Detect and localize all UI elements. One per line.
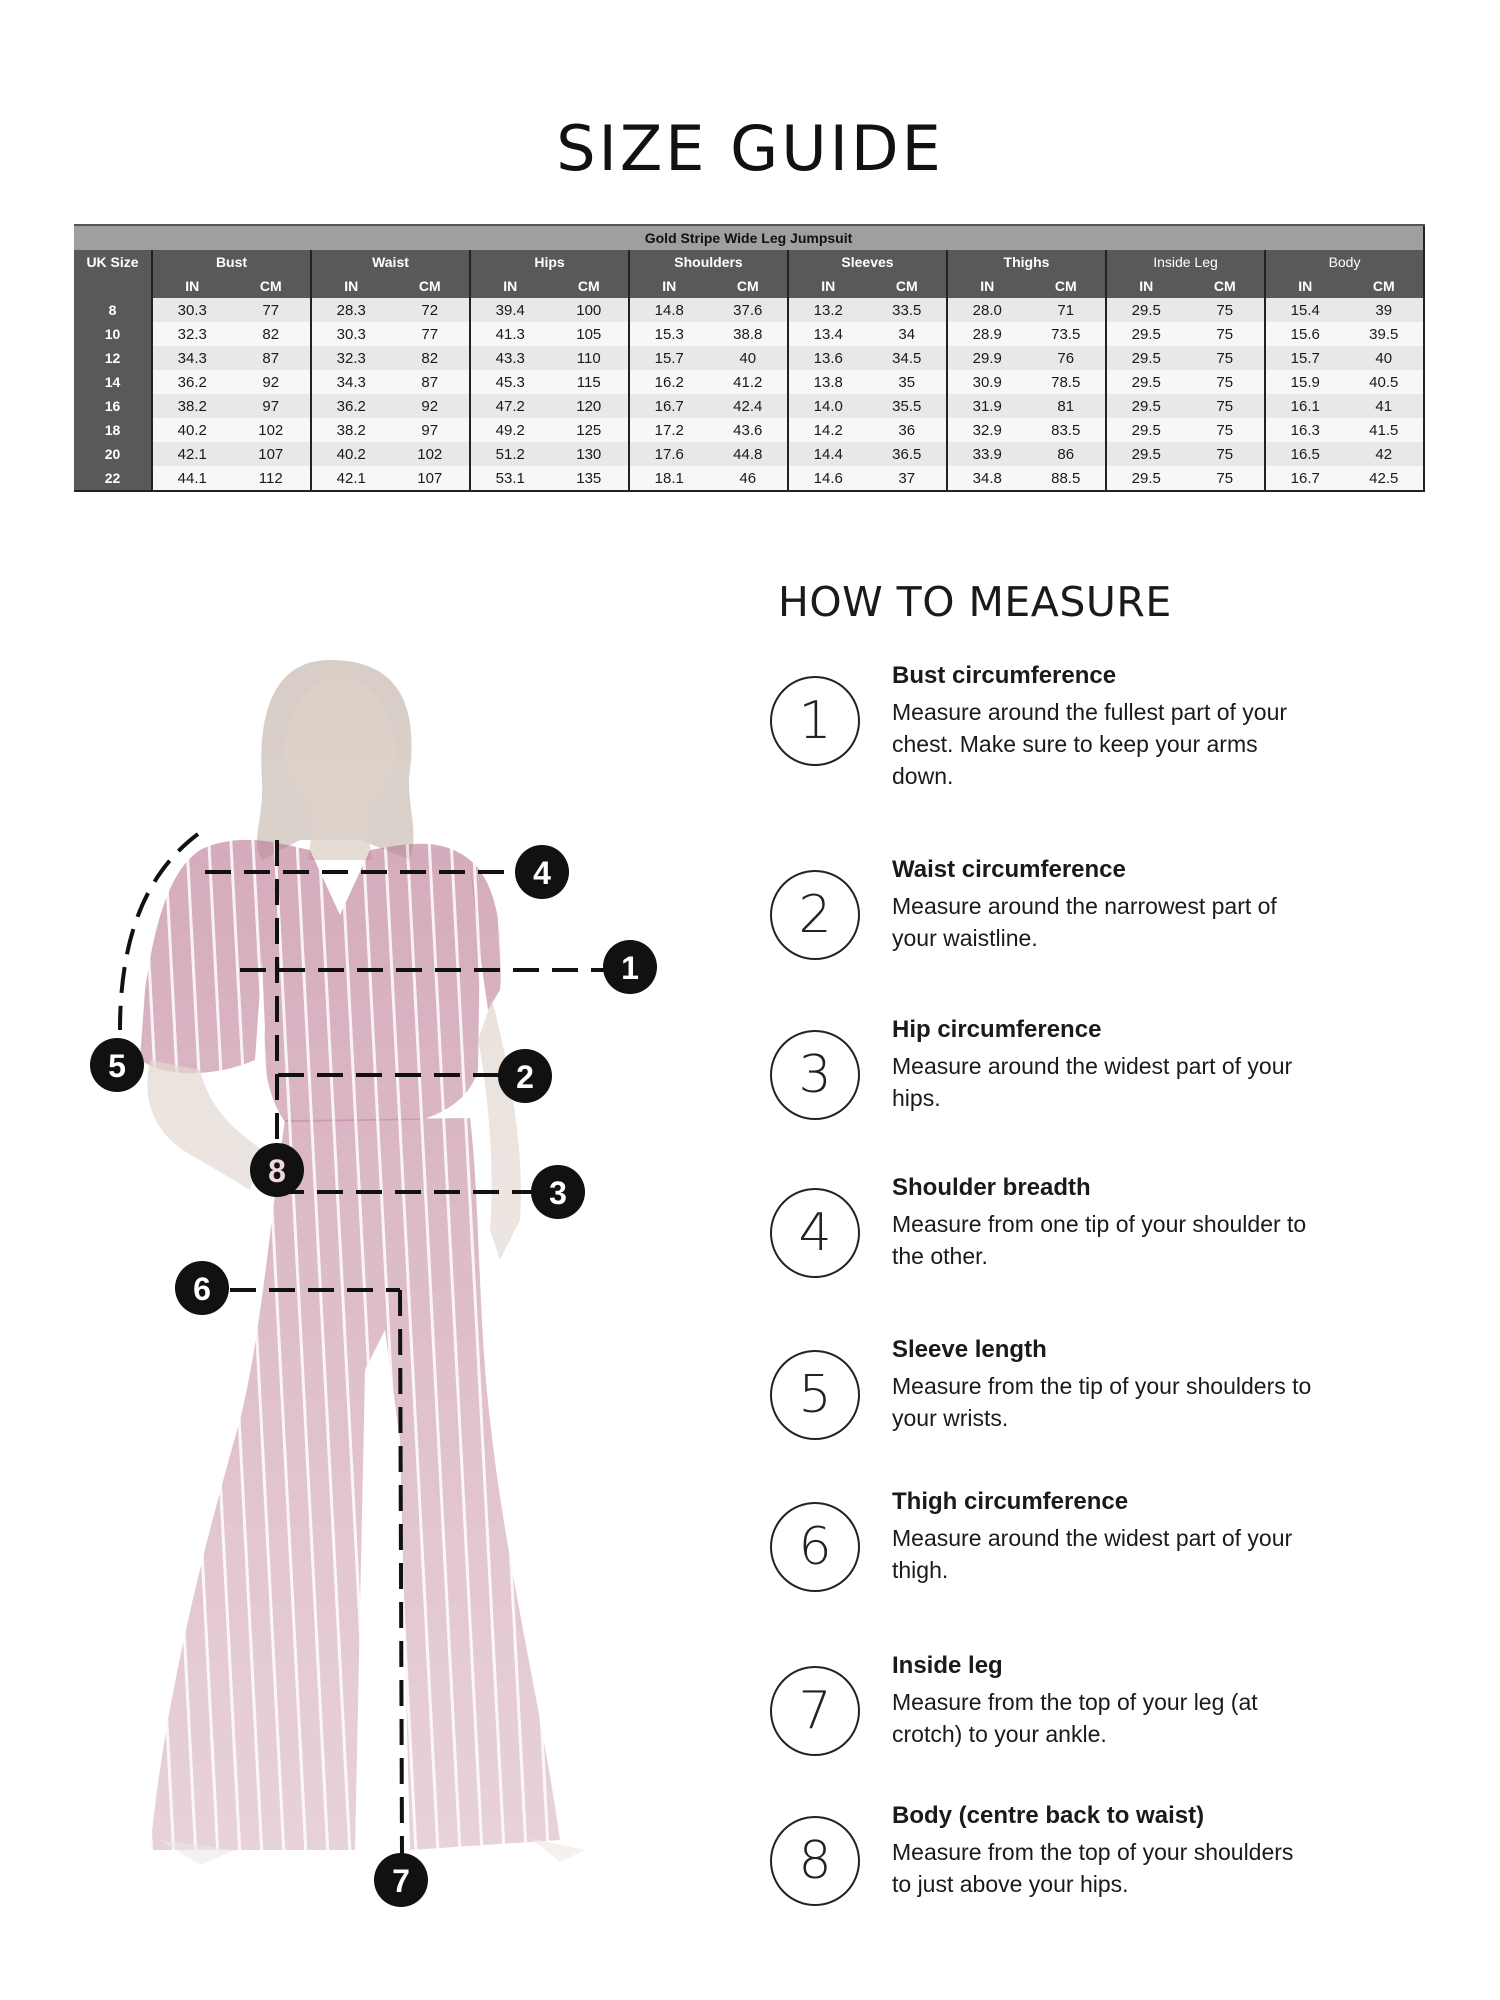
group-header-row (74, 250, 1424, 274)
value-cm-cell: 72 (391, 298, 471, 322)
size-cell: 16 (74, 394, 152, 418)
model-figure (0, 640, 760, 1960)
value-cm-cell: 75 (1186, 370, 1266, 394)
group-header: Inside Leg (1106, 250, 1265, 274)
step-waist (770, 856, 1470, 976)
value-in-cell: 38.2 (311, 418, 391, 442)
value-cm-cell: 115 (550, 370, 630, 394)
step-number-circle: 8 (770, 1816, 860, 1906)
value-cm-cell: 75 (1186, 394, 1266, 418)
table-row (74, 370, 1424, 394)
group-header: Thighs (947, 250, 1106, 274)
value-cm-cell: 37.6 (709, 298, 789, 322)
step-description: Measure around the widest part of your thigh. (892, 1525, 1293, 1583)
value-in-cell: 49.2 (470, 418, 550, 442)
value-in-cell: 15.3 (629, 322, 709, 346)
marker-4 (515, 845, 569, 899)
step-description: Measure around the fullest part of your chest. Make sure to keep your arms down. (892, 699, 1288, 789)
page-title: SIZE GUIDE (556, 112, 944, 185)
table-row (74, 394, 1424, 418)
value-cm-cell: 75 (1186, 466, 1266, 491)
value-in-cell: 29.5 (1106, 466, 1186, 491)
unit-cm: CM (550, 274, 630, 298)
value-in-cell: 28.0 (947, 298, 1027, 322)
group-header: Waist (311, 250, 470, 274)
value-in-cell: 38.2 (152, 394, 232, 418)
value-in-cell: 31.9 (947, 394, 1027, 418)
value-in-cell: 30.3 (311, 322, 391, 346)
marker-2 (498, 1049, 552, 1103)
group-header: Shoulders (629, 250, 788, 274)
value-in-cell: 29.5 (1106, 346, 1186, 370)
value-cm-cell: 125 (550, 418, 630, 442)
value-cm-cell: 97 (232, 394, 312, 418)
value-in-cell: 43.3 (470, 346, 550, 370)
value-in-cell: 18.1 (629, 466, 709, 491)
value-in-cell: 36.2 (152, 370, 232, 394)
group-header: Sleeves (788, 250, 947, 274)
value-in-cell: 17.6 (629, 442, 709, 466)
marker-6 (175, 1261, 229, 1315)
step-description: Measure from the tip of your shoulders to your wrists. (892, 1373, 1312, 1431)
unit-cm: CM (391, 274, 471, 298)
value-cm-cell: 102 (232, 418, 312, 442)
marker-label: 1 (621, 950, 639, 986)
value-cm-cell: 120 (550, 394, 630, 418)
value-in-cell: 36.2 (311, 394, 391, 418)
value-cm-cell: 107 (391, 466, 471, 491)
inside-leg-line (400, 1290, 402, 1855)
value-in-cell: 41.3 (470, 322, 550, 346)
marker-7 (374, 1853, 428, 1907)
value-cm-cell: 40 (709, 346, 789, 370)
marker-label: 4 (533, 855, 551, 891)
step-inside-leg (770, 1652, 1470, 1772)
value-in-cell: 39.4 (470, 298, 550, 322)
value-in-cell: 13.6 (788, 346, 868, 370)
step-heading: Shoulder breadth (892, 1174, 1091, 1201)
size-cell: 8 (74, 298, 152, 322)
value-in-cell: 16.2 (629, 370, 709, 394)
table-row (74, 418, 1424, 442)
step-heading: Inside leg (892, 1652, 1003, 1679)
value-cm-cell: 77 (391, 322, 471, 346)
value-cm-cell: 82 (232, 322, 312, 346)
value-cm-cell: 36 (868, 418, 948, 442)
marker-label: 7 (392, 1863, 410, 1899)
table-row (74, 442, 1424, 466)
marker-5 (90, 1038, 144, 1092)
step-number-circle: 5 (770, 1350, 860, 1440)
table-row (74, 322, 1424, 346)
value-in-cell: 13.2 (788, 298, 868, 322)
step-heading: Bust circumference (892, 662, 1117, 689)
step-heading: Hip circumference (892, 1016, 1102, 1043)
step-description: Measure from the top of your leg (at crotch) to your ankle. (892, 1689, 1258, 1747)
value-in-cell: 51.2 (470, 442, 550, 466)
value-in-cell: 14.8 (629, 298, 709, 322)
unit-in: IN (1106, 274, 1186, 298)
unit-cm: CM (709, 274, 789, 298)
value-cm-cell: 42.4 (709, 394, 789, 418)
value-cm-cell: 110 (550, 346, 630, 370)
step-number-circle: 6 (770, 1502, 860, 1592)
table-row (74, 466, 1424, 491)
value-cm-cell: 34 (868, 322, 948, 346)
size-cell: 14 (74, 370, 152, 394)
value-in-cell: 29.5 (1106, 418, 1186, 442)
marker-label: 5 (108, 1048, 126, 1084)
step-thigh (770, 1488, 1470, 1608)
size-cell: 20 (74, 442, 152, 466)
value-cm-cell: 71 (1027, 298, 1107, 322)
value-in-cell: 17.2 (629, 418, 709, 442)
value-cm-cell: 36.5 (868, 442, 948, 466)
value-in-cell: 29.5 (1106, 442, 1186, 466)
marker-label: 2 (516, 1059, 534, 1095)
step-body (770, 1802, 1470, 1922)
value-cm-cell: 40 (1345, 346, 1425, 370)
step-hips (770, 1016, 1470, 1136)
value-in-cell: 16.3 (1265, 418, 1345, 442)
value-cm-cell: 97 (391, 418, 471, 442)
table-row (74, 298, 1424, 322)
unit-in: IN (470, 274, 550, 298)
value-cm-cell: 87 (391, 370, 471, 394)
step-number-circle: 7 (770, 1666, 860, 1756)
step-bust (770, 662, 1470, 789)
step-shoulder (770, 1174, 1470, 1294)
value-cm-cell: 42.5 (1345, 466, 1425, 491)
value-cm-cell: 92 (232, 370, 312, 394)
value-cm-cell: 38.8 (709, 322, 789, 346)
value-cm-cell: 81 (1027, 394, 1107, 418)
value-cm-cell: 112 (232, 466, 312, 491)
value-in-cell: 42.1 (152, 442, 232, 466)
step-description: Measure from the top of your shoulders to just above your hips. (892, 1839, 1294, 1897)
value-in-cell: 29.9 (947, 346, 1027, 370)
value-in-cell: 29.5 (1106, 298, 1186, 322)
unit-in: IN (947, 274, 1027, 298)
unit-cm: CM (1186, 274, 1266, 298)
value-cm-cell: 86 (1027, 442, 1107, 466)
value-cm-cell: 43.6 (709, 418, 789, 442)
marker-8 (250, 1143, 304, 1197)
step-description: Measure around the widest part of your hips. (892, 1053, 1293, 1111)
value-in-cell: 29.5 (1106, 322, 1186, 346)
value-in-cell: 34.8 (947, 466, 1027, 491)
value-in-cell: 34.3 (152, 346, 232, 370)
step-sleeve (770, 1336, 1470, 1456)
unit-in: IN (152, 274, 232, 298)
value-in-cell: 29.5 (1106, 394, 1186, 418)
value-in-cell: 30.9 (947, 370, 1027, 394)
unit-in: IN (788, 274, 868, 298)
marker-3 (531, 1165, 585, 1219)
marker-1 (603, 940, 657, 994)
value-cm-cell: 107 (232, 442, 312, 466)
step-heading: Waist circumference (892, 856, 1126, 883)
value-cm-cell: 83.5 (1027, 418, 1107, 442)
value-in-cell: 29.5 (1106, 370, 1186, 394)
step-number-circle: 3 (770, 1030, 860, 1120)
value-cm-cell: 78.5 (1027, 370, 1107, 394)
value-cm-cell: 82 (391, 346, 471, 370)
value-in-cell: 15.7 (629, 346, 709, 370)
value-cm-cell: 42 (1345, 442, 1425, 466)
value-cm-cell: 77 (232, 298, 312, 322)
step-description: Measure around the narrowest part of your waistline. (892, 893, 1277, 951)
value-in-cell: 53.1 (470, 466, 550, 491)
table-row (74, 346, 1424, 370)
value-in-cell: 13.8 (788, 370, 868, 394)
size-cell: 12 (74, 346, 152, 370)
value-cm-cell: 100 (550, 298, 630, 322)
value-cm-cell: 75 (1186, 322, 1266, 346)
unit-cm: CM (868, 274, 948, 298)
value-in-cell: 16.7 (629, 394, 709, 418)
value-cm-cell: 40.5 (1345, 370, 1425, 394)
value-in-cell: 15.7 (1265, 346, 1345, 370)
value-cm-cell: 33.5 (868, 298, 948, 322)
step-number-circle: 2 (770, 870, 860, 960)
marker-label: 6 (193, 1271, 211, 1307)
unit-header-row (74, 274, 1424, 298)
value-cm-cell: 87 (232, 346, 312, 370)
value-cm-cell: 34.5 (868, 346, 948, 370)
size-column-header: UK Size (74, 250, 152, 274)
unit-cm: CM (232, 274, 312, 298)
blank-cell (74, 274, 152, 298)
step-heading: Thigh circumference (892, 1488, 1129, 1515)
value-cm-cell: 39.5 (1345, 322, 1425, 346)
value-in-cell: 42.1 (311, 466, 391, 491)
step-heading: Body (centre back to waist) (892, 1802, 1205, 1829)
value-cm-cell: 41.2 (709, 370, 789, 394)
value-in-cell: 32.3 (311, 346, 391, 370)
step-number-circle: 4 (770, 1188, 860, 1278)
marker-label: 8 (268, 1153, 286, 1189)
marker-label: 3 (549, 1175, 567, 1211)
value-in-cell: 45.3 (470, 370, 550, 394)
value-cm-cell: 88.5 (1027, 466, 1107, 491)
step-number-circle: 1 (770, 676, 860, 766)
value-cm-cell: 105 (550, 322, 630, 346)
value-in-cell: 40.2 (311, 442, 391, 466)
value-cm-cell: 37 (868, 466, 948, 491)
value-cm-cell: 130 (550, 442, 630, 466)
value-cm-cell: 44.8 (709, 442, 789, 466)
step-heading: Sleeve length (892, 1336, 1047, 1363)
value-in-cell: 15.9 (1265, 370, 1345, 394)
value-in-cell: 14.0 (788, 394, 868, 418)
value-in-cell: 32.3 (152, 322, 232, 346)
fade-overlay (0, 640, 760, 1960)
group-header: Bust (152, 250, 311, 274)
value-cm-cell: 73.5 (1027, 322, 1107, 346)
size-cell: 22 (74, 466, 152, 491)
value-cm-cell: 76 (1027, 346, 1107, 370)
group-header: Body (1265, 250, 1424, 274)
value-cm-cell: 75 (1186, 442, 1266, 466)
value-cm-cell: 135 (550, 466, 630, 491)
value-in-cell: 32.9 (947, 418, 1027, 442)
value-in-cell: 14.4 (788, 442, 868, 466)
value-cm-cell: 46 (709, 466, 789, 491)
value-in-cell: 15.6 (1265, 322, 1345, 346)
value-cm-cell: 41 (1345, 394, 1425, 418)
value-in-cell: 13.4 (788, 322, 868, 346)
value-in-cell: 47.2 (470, 394, 550, 418)
value-in-cell: 15.4 (1265, 298, 1345, 322)
size-cell: 18 (74, 418, 152, 442)
value-cm-cell: 35.5 (868, 394, 948, 418)
value-in-cell: 28.9 (947, 322, 1027, 346)
how-to-measure-title: HOW TO MEASURE (778, 578, 1172, 626)
value-in-cell: 33.9 (947, 442, 1027, 466)
unit-in: IN (629, 274, 709, 298)
value-in-cell: 34.3 (311, 370, 391, 394)
value-in-cell: 16.1 (1265, 394, 1345, 418)
value-in-cell: 14.6 (788, 466, 868, 491)
value-cm-cell: 35 (868, 370, 948, 394)
value-in-cell: 30.3 (152, 298, 232, 322)
value-in-cell: 14.2 (788, 418, 868, 442)
value-cm-cell: 41.5 (1345, 418, 1425, 442)
unit-in: IN (1265, 274, 1345, 298)
value-cm-cell: 75 (1186, 298, 1266, 322)
unit-cm: CM (1027, 274, 1107, 298)
value-cm-cell: 75 (1186, 418, 1266, 442)
unit-in: IN (311, 274, 391, 298)
value-in-cell: 44.1 (152, 466, 232, 491)
value-cm-cell: 39 (1345, 298, 1425, 322)
value-in-cell: 16.5 (1265, 442, 1345, 466)
value-cm-cell: 92 (391, 394, 471, 418)
step-description: Measure from one tip of your shoulder to the other. (892, 1211, 1307, 1269)
table-caption: Gold Stripe Wide Leg Jumpsuit (74, 225, 1424, 250)
value-in-cell: 16.7 (1265, 466, 1345, 491)
table-body (74, 298, 1424, 491)
size-table (74, 224, 1425, 492)
value-in-cell: 40.2 (152, 418, 232, 442)
value-in-cell: 28.3 (311, 298, 391, 322)
size-cell: 10 (74, 322, 152, 346)
value-cm-cell: 75 (1186, 346, 1266, 370)
unit-cm: CM (1345, 274, 1425, 298)
value-cm-cell: 102 (391, 442, 471, 466)
group-header: Hips (470, 250, 629, 274)
